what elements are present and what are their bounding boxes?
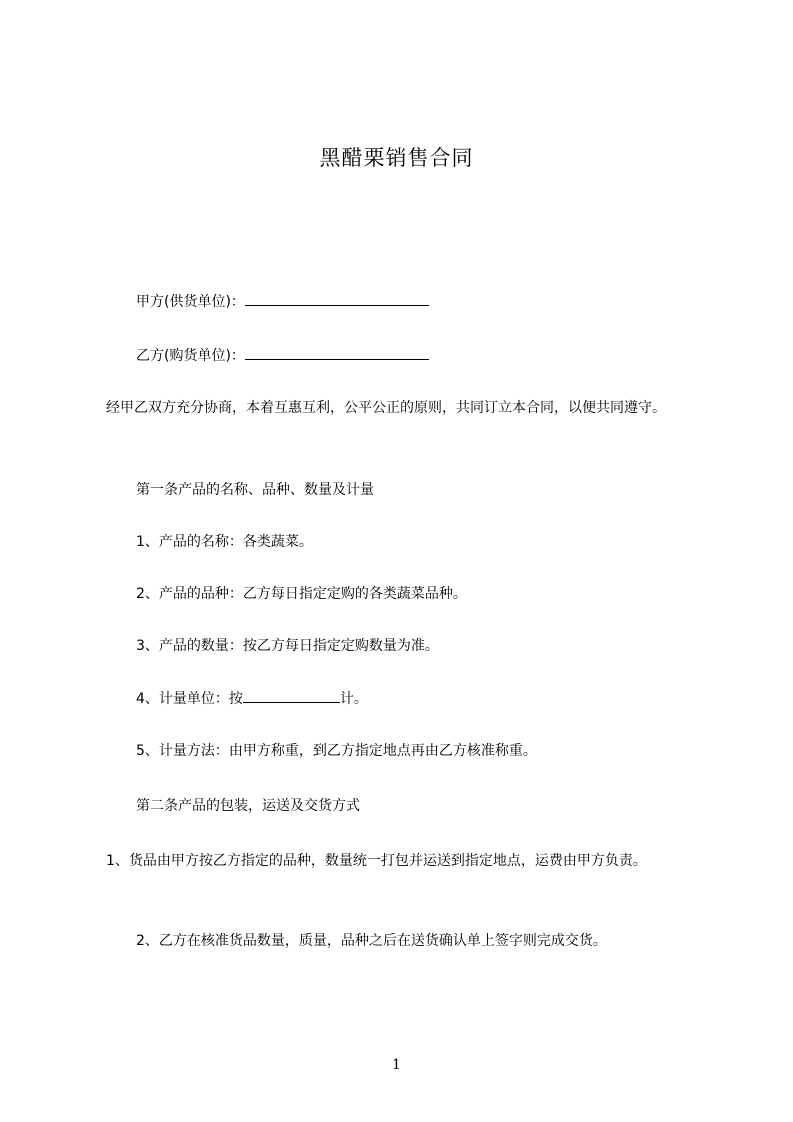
party-a-blank[interactable] [245, 291, 429, 306]
article-2-heading: 第二条产品的包装，运送及交货方式 [136, 798, 360, 814]
party-a-label: 甲方(供货单位)： [136, 294, 245, 310]
article-1-item: 3、产品的数量：按乙方每日指定定购数量为准。 [136, 638, 439, 654]
unit-item-suffix: 计。 [339, 691, 368, 707]
preamble-paragraph: 经甲乙双方充分协商，本着互惠互利，公平公正的原则，共同订立本合同，以便共同遵守。 [106, 400, 666, 416]
page-number: 1 [392, 1057, 401, 1073]
article-1-heading: 第一条产品的名称、品种、数量及计量 [136, 482, 374, 498]
measurement-method-item: 5、计量方法：由甲方称重，到乙方指定地点再由乙方核准称重。 [136, 743, 537, 759]
unit-item-prefix: 4、计量单位：按 [136, 691, 243, 707]
article-1-item: 1、产品的名称：各类蔬菜。 [136, 534, 313, 550]
party-b-line [136, 345, 429, 366]
article-1-item: 2、产品的品种：乙方每日指定定购的各类蔬菜品种。 [136, 586, 467, 602]
unit-blank[interactable] [243, 688, 340, 703]
article-2-item: 2、乙方在核准货品数量，质量，品种之后在送货确认单上签字则完成交货。 [136, 933, 607, 949]
unit-item-line [136, 688, 368, 709]
party-b-label: 乙方(购货单位)： [136, 348, 245, 364]
article-2-item: 1、货品由甲方按乙方指定的品种，数量统一打包并运送到指定地点，运费由甲方负责。 [106, 853, 647, 869]
document-title: 黑醋栗销售合同 [319, 146, 474, 170]
party-b-blank[interactable] [245, 345, 429, 360]
party-a-line [136, 291, 429, 312]
